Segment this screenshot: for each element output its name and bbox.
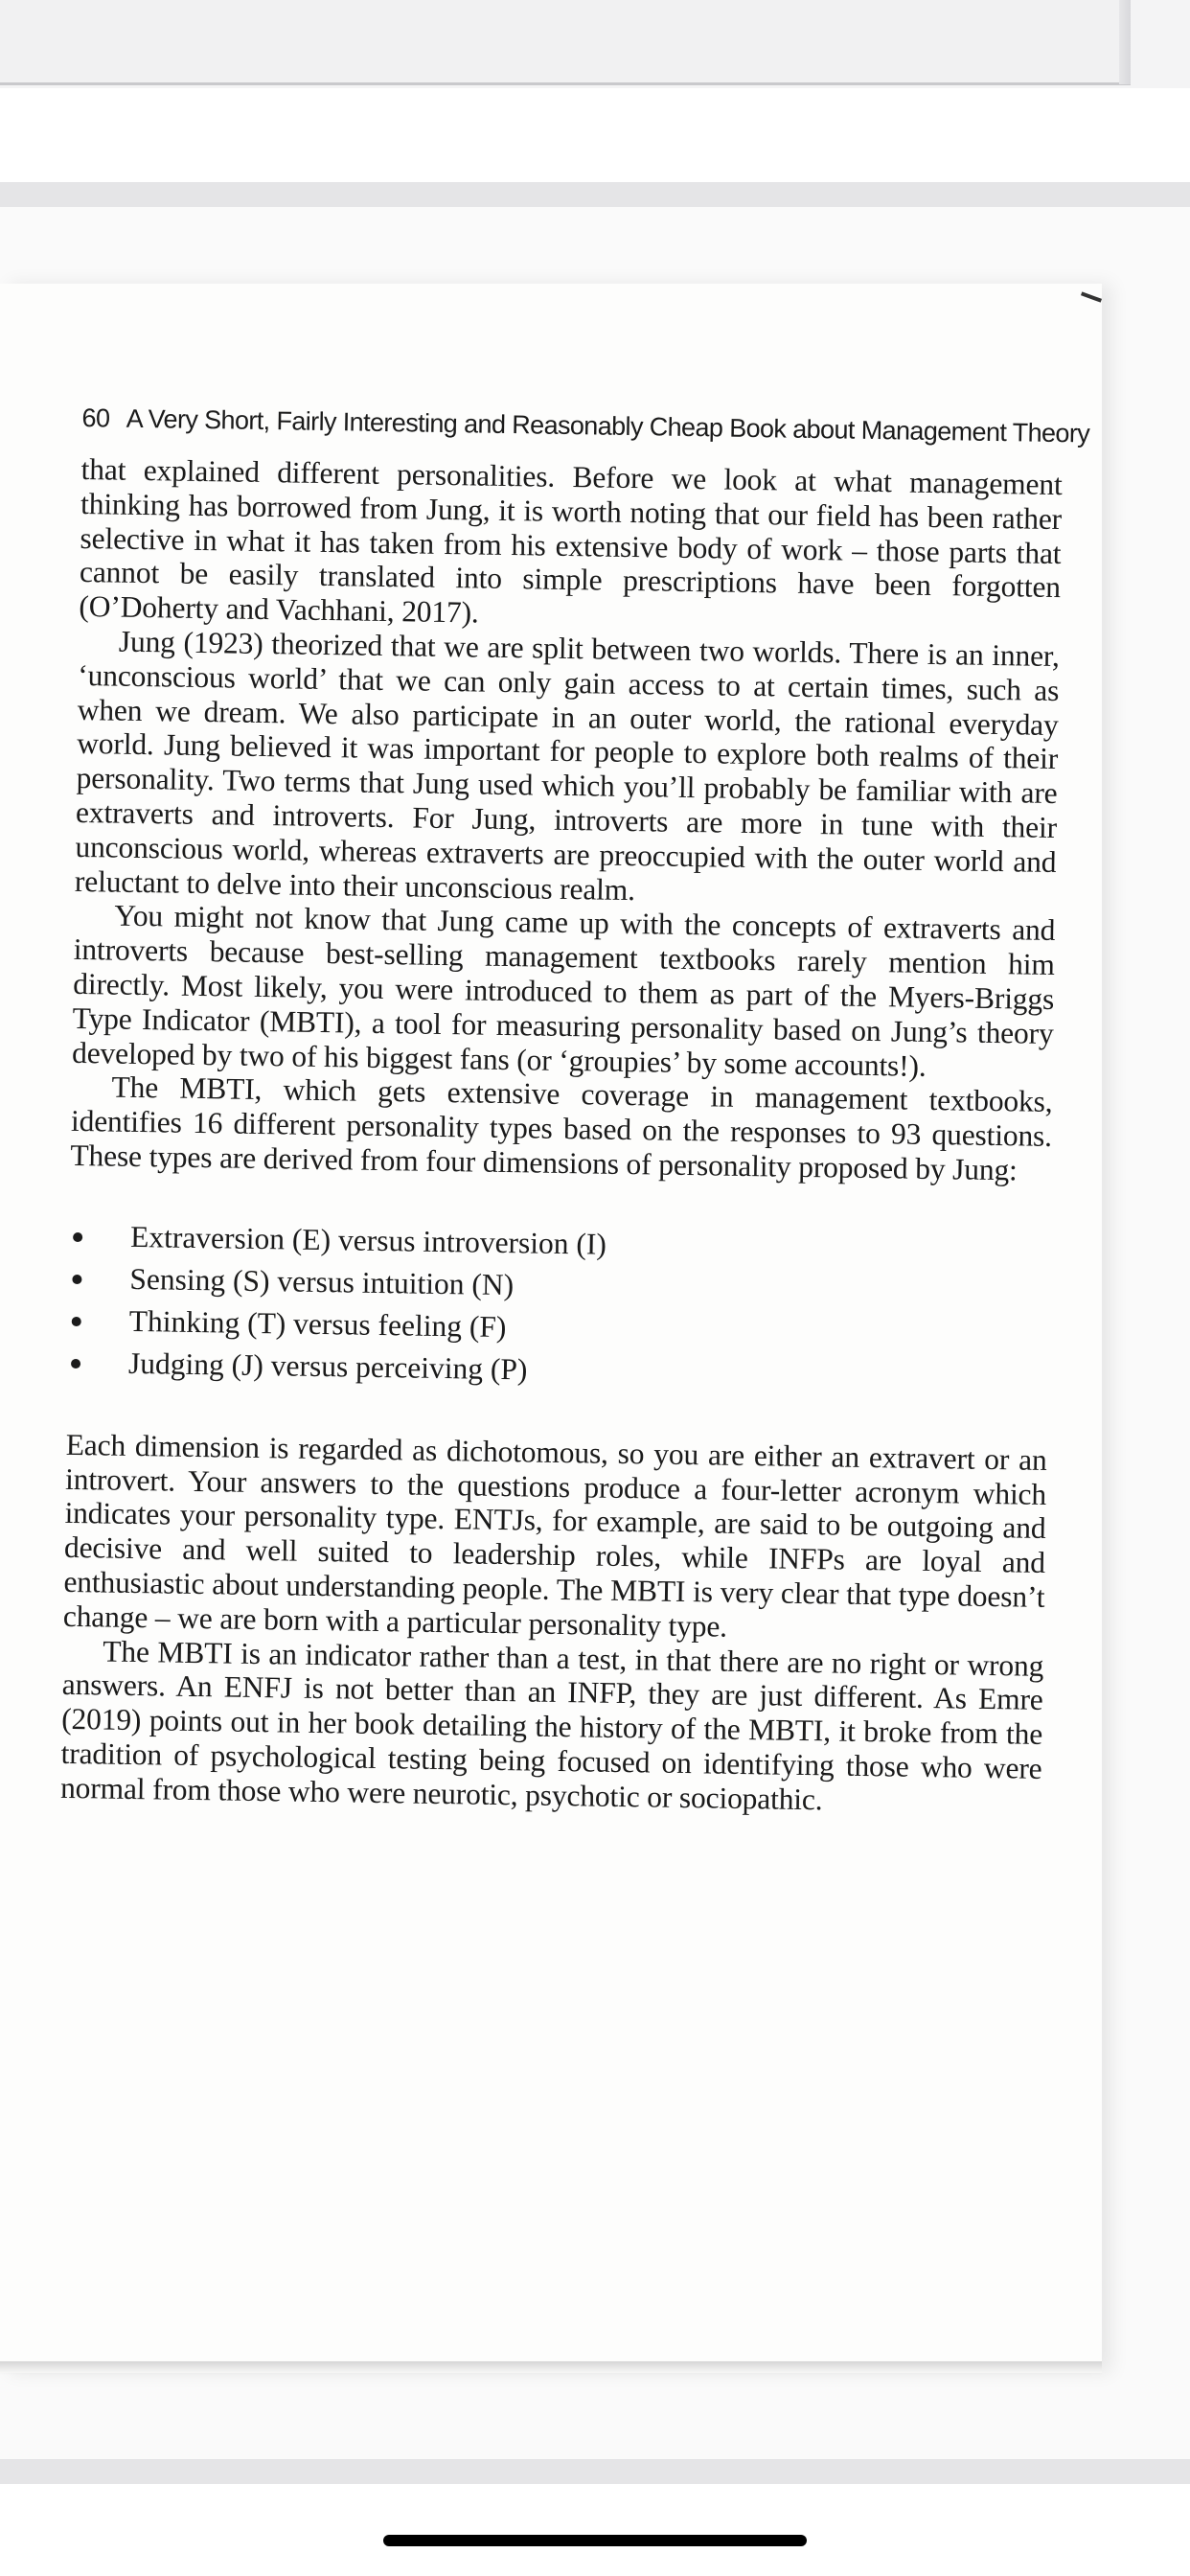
- running-title: A Very Short, Fairly Interesting and Reasonably Cheap Book about Management Theory: [126, 403, 1090, 448]
- previous-page-strip: [0, 0, 1190, 88]
- paragraph-2: Jung (1923) theorized that we are split between two worlds. There is an inner, ‘unconscious world’ that we can only gain access to at certain times, such as when we dream. We also participate in an outer world, the rational everyday world. Jung believed it was important for people to explore both realms of their personality. Two terms that Jung used which you’ll probably be familiar with are extraverts and introverts. For Jung, introverts are more in tune with their unconscious world, whereas extraverts are preoccupied with the outer world and reluctant to delve into their unconscious realm.: [74, 624, 1061, 907]
- bullet-icon: [72, 1317, 81, 1326]
- bullet-icon: [73, 1232, 82, 1242]
- page-separator-top: [0, 182, 1190, 207]
- page-separator-bottom: [0, 2459, 1190, 2484]
- dimension-label: Sensing (S) versus intuition (N): [129, 1261, 515, 1301]
- bullet-icon: [71, 1359, 80, 1368]
- paragraph-3: You might not know that Jung came up with the concepts of extraverts and introverts because best-selling management textbooks rarely mention him directly. Most likely, you were introduced to them as part of the Myers-Briggs Type Indicator (MBTI), a tool for measuring personality based on Jung’s theory developed by two of his biggest fans (or ‘groupies’ by some accounts!).: [71, 898, 1056, 1083]
- paragraph-1: that explained different personalities. Before we look at what management thinking has borrowed from Jung, it is worth noting that our field has been rather selective in what it has taken from his extensive body of work – those parts that cannot be easily translated into simple prescriptions have been forgotten (O’Doherty and Vachhani, 2017).: [79, 451, 1063, 630]
- paragraph-6: The MBTI is an indicator rather than a test, in that there are no right or wrong answers. An ENFJ is not better than an INFP, they are just different. As Emre (2019) points out in her book detailing the history of the MBTI, it broke from the tradition of psychological testing being focused on identifying those who were normal from those who were neurotic, psychotic or sociopathic.: [59, 1634, 1044, 1817]
- previous-page-edge: [0, 0, 1131, 85]
- book-page-photo: [0, 207, 1190, 2459]
- body-text: [60, 452, 1063, 1820]
- paragraph-4: The MBTI, which gets extensive coverage in management textbooks, identifies 16 different personality types based on the responses to 93 questions. These types are derived from four dimensions of personality proposed by Jung:: [70, 1070, 1053, 1187]
- dimension-label: Judging (J) versus perceiving (P): [127, 1346, 528, 1387]
- dimension-label: Extraversion (E) versus introversion (I): [129, 1219, 607, 1261]
- paragraph-5: Each dimension is regarded as dichotomous, so you are either an extravert or an introvert. Your answers to the questions produce a four-letter acronym which indicates your personality type. ENTJs, for example, are said to be outgoing and decisive and well suited to leadership roles, while INFPs are loyal and enthusiastic about understanding people. The MBTI is very clear that type doesn’t change – we are born with a particular personality type.: [62, 1427, 1047, 1644]
- page-bottom-shadow: [0, 2361, 1102, 2375]
- home-indicator[interactable]: [383, 2535, 807, 2546]
- page-content: [59, 391, 1090, 1820]
- bullet-icon: [72, 1275, 81, 1284]
- dimension-label: Thinking (T) versus feeling (F): [128, 1303, 507, 1344]
- dimensions-list: [67, 1215, 1051, 1399]
- page-number: 60: [81, 402, 110, 433]
- previous-page-shadow: [1119, 0, 1131, 84]
